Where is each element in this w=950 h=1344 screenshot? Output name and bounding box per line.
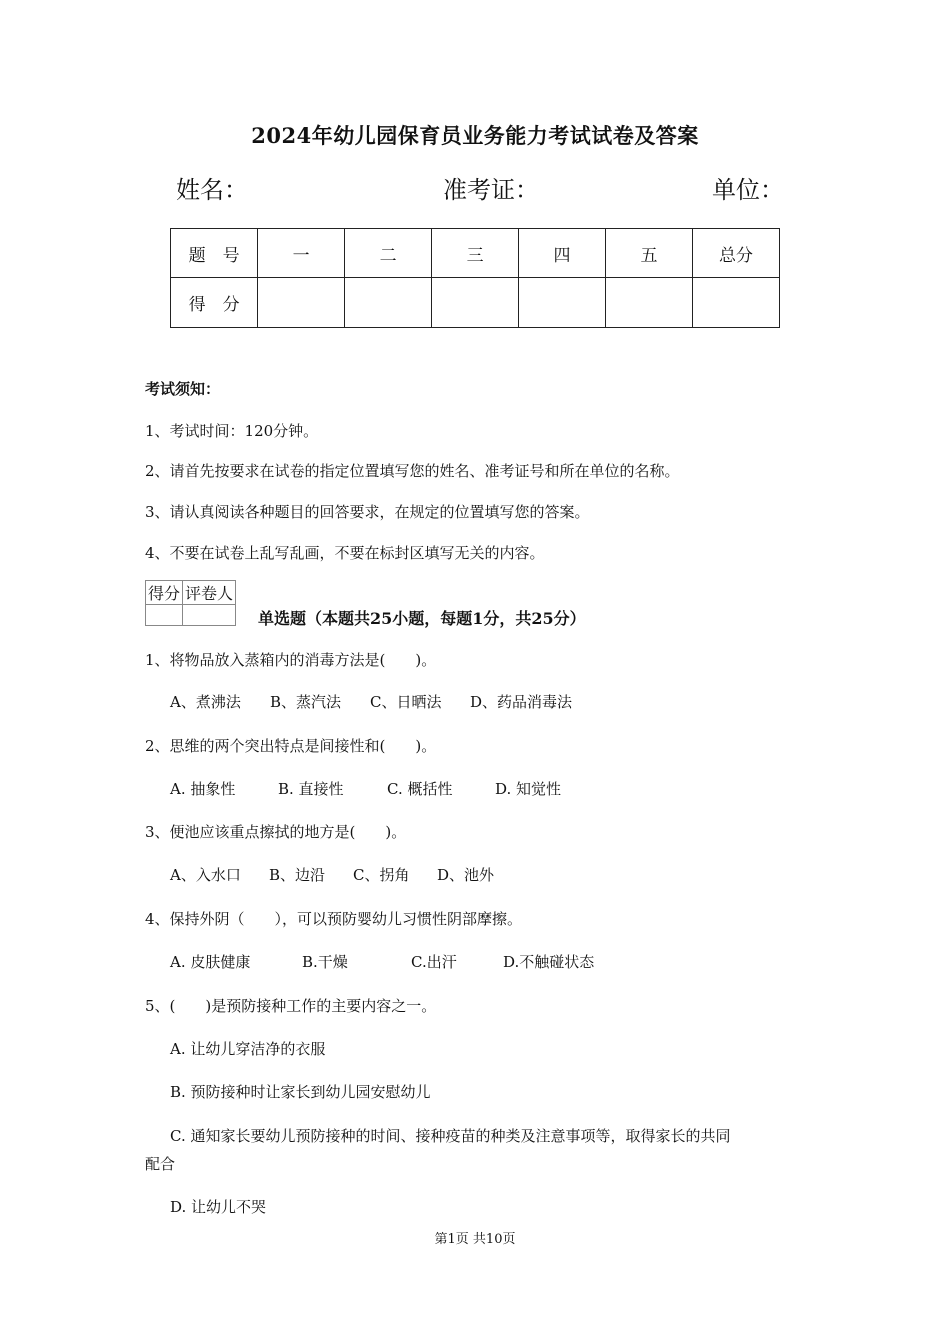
option-b[interactable]: B、边沿 [269,866,326,884]
notice-title: 考试须知： [145,380,221,398]
exam-title: 2024年幼儿园保育员业务能力考试试卷及答案 [251,123,699,148]
option-d[interactable]: D、药品消毒法 [470,693,573,711]
score-table-score-row [171,278,780,328]
score-cell[interactable] [432,278,519,328]
option-d[interactable]: D. 知觉性 [495,780,562,798]
score-header-cell: 一 [258,229,345,278]
option-a[interactable]: A. 抽象性 [170,780,236,798]
score-row-label: 得 分 [171,278,258,328]
score-cell[interactable] [345,278,432,328]
option-d[interactable]: D. 让幼儿不哭 [170,1198,267,1216]
option-c[interactable]: C.出汗 [411,953,457,971]
option-a[interactable]: A. 让幼儿穿洁净的衣服 [170,1040,326,1058]
grader-box [145,580,236,626]
option-c[interactable]: C. 通知家长要幼儿预防接种的时间、接种疫苗的种类及注意事项等，取得家长的共同 [170,1127,731,1145]
grader-score-cell[interactable] [146,605,183,626]
score-table-header-row [171,229,780,278]
score-header-cell: 总分 [692,229,779,278]
question-stem: 5、( )是预防接种工作的主要内容之一。 [145,997,437,1015]
notice-item: 1、考试时间：120分钟。 [145,422,319,440]
exam-id-label: 准考证： [443,176,539,204]
option-c[interactable]: C、日晒法 [370,693,442,711]
option-b[interactable]: B、蒸汽法 [270,693,342,711]
question-stem: 3、便池应该重点擦拭的地方是( )。 [145,823,407,841]
score-table [170,228,780,328]
grader-name-cell[interactable] [183,605,236,626]
score-cell[interactable] [692,278,779,328]
option-b[interactable]: B. 直接性 [278,780,344,798]
name-label: 姓名： [176,176,248,204]
notice-item: 4、不要在试卷上乱写乱画，不要在标封区填写无关的内容。 [145,544,545,562]
score-cell[interactable] [258,278,345,328]
question-options [170,864,494,885]
option-b[interactable]: B.干燥 [302,953,348,971]
question-options [170,951,594,972]
question-options [170,778,561,799]
question-options [170,691,572,712]
option-c[interactable]: C、拐角 [353,866,410,884]
page-footer: 第1页 共10页 [434,1232,516,1247]
option-b[interactable]: B. 预防接种时让家长到幼儿园安慰幼儿 [170,1083,431,1101]
score-cell[interactable] [606,278,693,328]
grader-name-label: 评卷人 [183,581,236,605]
score-header-cell: 五 [606,229,693,278]
option-a[interactable]: A. 皮肤健康 [170,953,251,971]
score-header-cell: 四 [519,229,606,278]
score-header-cell: 二 [345,229,432,278]
notice-item: 2、请首先按要求在试卷的指定位置填写您的姓名、准考证号和所在单位的名称。 [145,462,680,480]
option-a[interactable]: A、煮沸法 [170,693,241,711]
section-title: 单选题（本题共25小题，每题1分，共25分） [258,609,586,628]
option-d[interactable]: D、池外 [437,866,495,884]
question-stem: 4、保持外阴（ ），可以预防婴幼儿习惯性阴部摩擦。 [145,910,523,928]
score-header-cell: 题 号 [171,229,258,278]
notice-item: 3、请认真阅读各种题目的回答要求，在规定的位置填写您的答案。 [145,503,590,521]
question-stem: 2、思维的两个突出特点是间接性和( )。 [145,737,437,755]
unit-label: 单位： [712,176,784,204]
score-header-cell: 三 [432,229,519,278]
option-d[interactable]: D.不触碰状态 [503,953,595,971]
grader-score-label: 得分 [146,581,183,605]
option-c[interactable]: C. 概括性 [387,780,453,798]
option-a[interactable]: A、入水口 [170,866,241,884]
option-c-continuation: 配合 [145,1155,176,1173]
score-cell[interactable] [519,278,606,328]
question-stem: 1、将物品放入蒸箱内的消毒方法是( )。 [145,651,437,669]
